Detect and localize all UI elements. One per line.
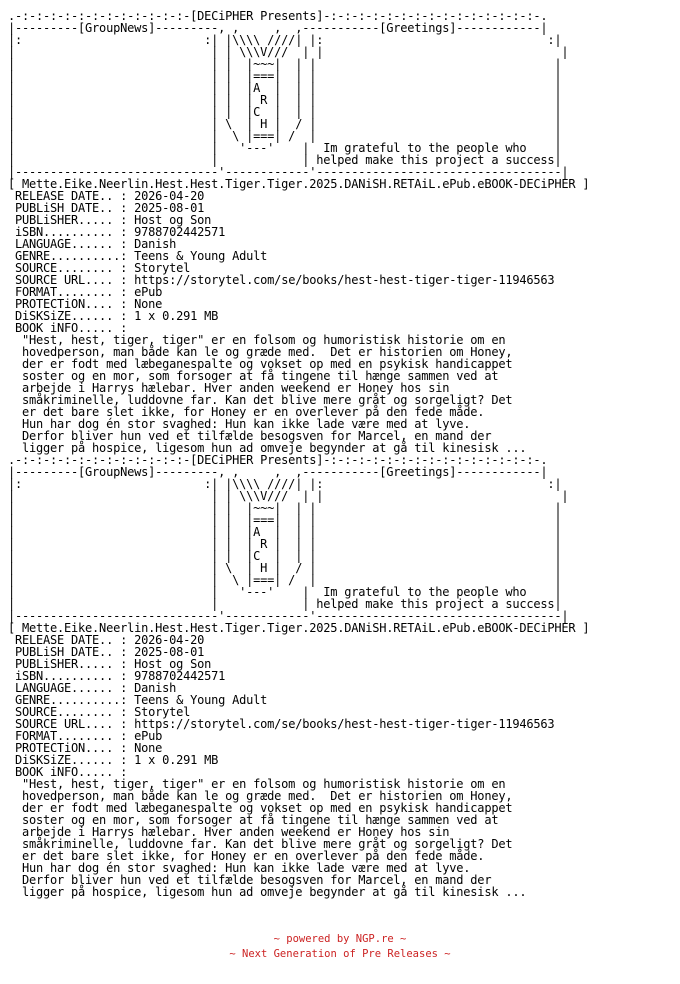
info-field-key: PROTECTiON.... : [8,741,135,755]
info-field-value: None [134,297,163,311]
info-field-key: iSBN.......... : [8,669,135,683]
release-title: [ Mette.Eike.Neerlin.Hest.Hest.Tiger.Tiger.2025.DANiSH.RETAiL.ePub.eBOOK-DECiPHER ] [8,621,590,635]
info-field-value: Host og Son [134,657,212,671]
info-field-key: GENRE..........: [8,693,135,707]
book-info-line: soster og en mor, som forsoger at få tingene til hænge sammen ved at [8,369,499,383]
ascii-art-line: |-----------------------------'------------'-----------------------------------| [8,165,569,179]
info-field-value: Danish [134,237,177,251]
ascii-art-line: | | \ |===| / | | [8,129,562,143]
footer-powered-by: ~ powered by NGP.re ~ [273,933,407,945]
book-info-line: ligger på hospice, ligesom hun ad omveje begynder at gå til kinesisk ... [8,441,527,455]
book-info-line: arbejde i Harrys hælebar. Hver anden weekend er Honey hos sin [8,381,450,395]
ascii-art-line: |-----------------------------'------------'-----------------------------------| [8,609,569,623]
info-field-value: Host og Son [134,213,212,227]
info-field-key: PUBLiSH DATE.. : [8,645,135,659]
ascii-art-line: | | | \\\V/// | | | [8,45,569,59]
info-field-value: 2025-08-01 [134,201,205,215]
ascii-art-line: | | \ |===| / | | [8,573,562,587]
footer-tagline: ~ Next Generation of Pre Releases ~ [229,948,451,960]
info-field-key: iSBN.......... : [8,225,135,239]
ascii-art-line: | | | |C | | | | [8,549,562,563]
book-info-line: hovedperson, man både kan le og græde med. Det er historien om Honey, [8,345,513,359]
book-info-line: småkriminelle, luddovne far. Kan det blive mere gråt og sorgeligt? Det [8,837,513,851]
ascii-art-line: | | \ | H | / | | [8,561,562,575]
book-info-line: der er fodt med læbeganespalte og vokset op med en psykisk handicappet [8,801,513,815]
info-field-value: 1 x 0.291 MB [134,753,219,767]
info-field-key: SOURCE........ : [8,705,135,719]
book-info-line: "Hest, hest, tiger, tiger" er en folsom og humoristisk historie om en [8,777,506,791]
ascii-art-line: | | | \\\V/// | | | [8,489,569,503]
ascii-art-line: | | '---' | Im grateful to the people who | [8,141,562,155]
book-info-line: Hun har dog én stor svaghed: Hun kan ikke lade være med at lyve. [8,417,471,431]
book-info-line: "Hest, hest, tiger, tiger" er en folsom og humoristisk historie om en [8,333,506,347]
info-field-value: 2025-08-01 [134,645,205,659]
info-field-key: FORMAT........ : [8,729,135,743]
book-info-line: Derfor bliver hun ved et tilfælde besogsven for Marcel, en mand der [8,429,492,443]
info-field-value: 9788702442571 [134,225,226,239]
ascii-art-line: | | | |C | | | | [8,105,562,119]
info-field-key: BOOK iNFO..... : [8,765,135,779]
ascii-art-line: | | | helped make this project a success| [8,153,562,167]
info-field-key: LANGUAGE...... : [8,681,135,695]
book-info-line: arbejde i Harrys hælebar. Hver anden weekend er Honey hos sin [8,825,450,839]
info-field-value: Teens & Young Adult [134,249,268,263]
ascii-art-line: | | | |===| | | | [8,513,562,527]
info-field-key: GENRE..........: [8,249,135,263]
info-field-key: SOURCE URL.... : [8,717,135,731]
info-field-key: PUBLiSH DATE.. : [8,201,135,215]
info-field-key: RELEASE DATE.. : [8,633,135,647]
info-field-value: Storytel [134,705,191,719]
info-field-value: None [134,741,163,755]
ascii-art-line: |: :| |\\\\ ////| |: :| [8,33,562,47]
ascii-art-line: | | '---' | Im grateful to the people who | [8,585,562,599]
nfo-text [8,10,589,898]
info-field-key: DiSKSiZE...... : [8,753,135,767]
info-field-value: 1 x 0.291 MB [134,309,219,323]
ascii-art-line: | | | | R | | | | [8,537,562,551]
book-info-line: hovedperson, man både kan le og græde med. Det er historien om Honey, [8,789,513,803]
info-field-key: BOOK iNFO..... : [8,321,135,335]
nfo-header-line: .-:-:-:-:-:-:-:-:-:-:-:-:-[DECiPHER Presents]-:-:-:-:-:-:-:-:-:-:-:-:-:-:-:-. [8,453,548,467]
info-field-value: https://storytel.com/se/books/hest-hest-tiger-tiger-11946563 [134,717,555,731]
info-field-key: PUBLiSHER..... : [8,657,135,671]
book-info-line: der er fodt med læbeganespalte og vokset op med en psykisk handicappet [8,357,513,371]
book-info-line: Hun har dog én stor svaghed: Hun kan ikke lade være med at lyve. [8,861,471,875]
info-field-value: ePub [134,285,163,299]
ascii-art-line: | | | |===| | | | [8,69,562,83]
release-title: [ Mette.Eike.Neerlin.Hest.Hest.Tiger.Tiger.2025.DANiSH.RETAiL.ePub.eBOOK-DECiPHER ] [8,177,590,191]
ascii-art-line: | | | helped make this project a success| [8,597,562,611]
info-field-value: Teens & Young Adult [134,693,268,707]
info-field-value: Storytel [134,261,191,275]
book-info-line: ligger på hospice, ligesom hun ad omveje begynder at gå til kinesisk ... [8,885,527,899]
info-field-value: Danish [134,681,177,695]
nfo-block [8,10,589,454]
footer [0,932,680,962]
info-field-value: 2026-04-20 [134,189,205,203]
ascii-art-line: | | | |A | | | | [8,525,562,539]
ascii-art-line: |---------[GroupNews]---------, , , ,-----------[Greetings]------------| [8,21,548,35]
ascii-art-line: |: :| |\\\\ ////| |: :| [8,477,562,491]
info-field-key: PROTECTiON.... : [8,297,135,311]
info-field-key: LANGUAGE...... : [8,237,135,251]
info-field-value: 2026-04-20 [134,633,205,647]
info-field-value: 9788702442571 [134,669,226,683]
ascii-art-line: | | \ | H | / | | [8,117,562,131]
info-field-key: SOURCE URL.... : [8,273,135,287]
info-field-key: SOURCE........ : [8,261,135,275]
info-field-value: https://storytel.com/se/books/hest-hest-tiger-tiger-11946563 [134,273,555,287]
nfo-header-line: .-:-:-:-:-:-:-:-:-:-:-:-:-[DECiPHER Presents]-:-:-:-:-:-:-:-:-:-:-:-:-:-:-:-. [8,9,548,23]
ascii-art-line: | | | |A | | | | [8,81,562,95]
info-field-key: RELEASE DATE.. : [8,189,135,203]
info-field-key: PUBLiSHER..... : [8,213,135,227]
info-field-key: FORMAT........ : [8,285,135,299]
book-info-line: soster og en mor, som forsoger at få tingene til hænge sammen ved at [8,813,499,827]
ascii-art-line: | | | |~~~| | | | [8,57,562,71]
ascii-art-line: | | | |~~~| | | | [8,501,562,515]
info-field-value: ePub [134,729,163,743]
book-info-line: småkriminelle, luddovne far. Kan det blive mere gråt og sorgeligt? Det [8,393,513,407]
ascii-art-line: | | | | R | | | | [8,93,562,107]
nfo-block [8,454,589,898]
book-info-line: er det bare slet ikke, for Honey er en overlever på den fede måde. [8,849,485,863]
book-info-line: Derfor bliver hun ved et tilfælde besogsven for Marcel, en mand der [8,873,492,887]
info-field-key: DiSKSiZE...... : [8,309,135,323]
ascii-art-line: |---------[GroupNews]---------, , , ,-----------[Greetings]------------| [8,465,548,479]
book-info-line: er det bare slet ikke, for Honey er en overlever på den fede måde. [8,405,485,419]
